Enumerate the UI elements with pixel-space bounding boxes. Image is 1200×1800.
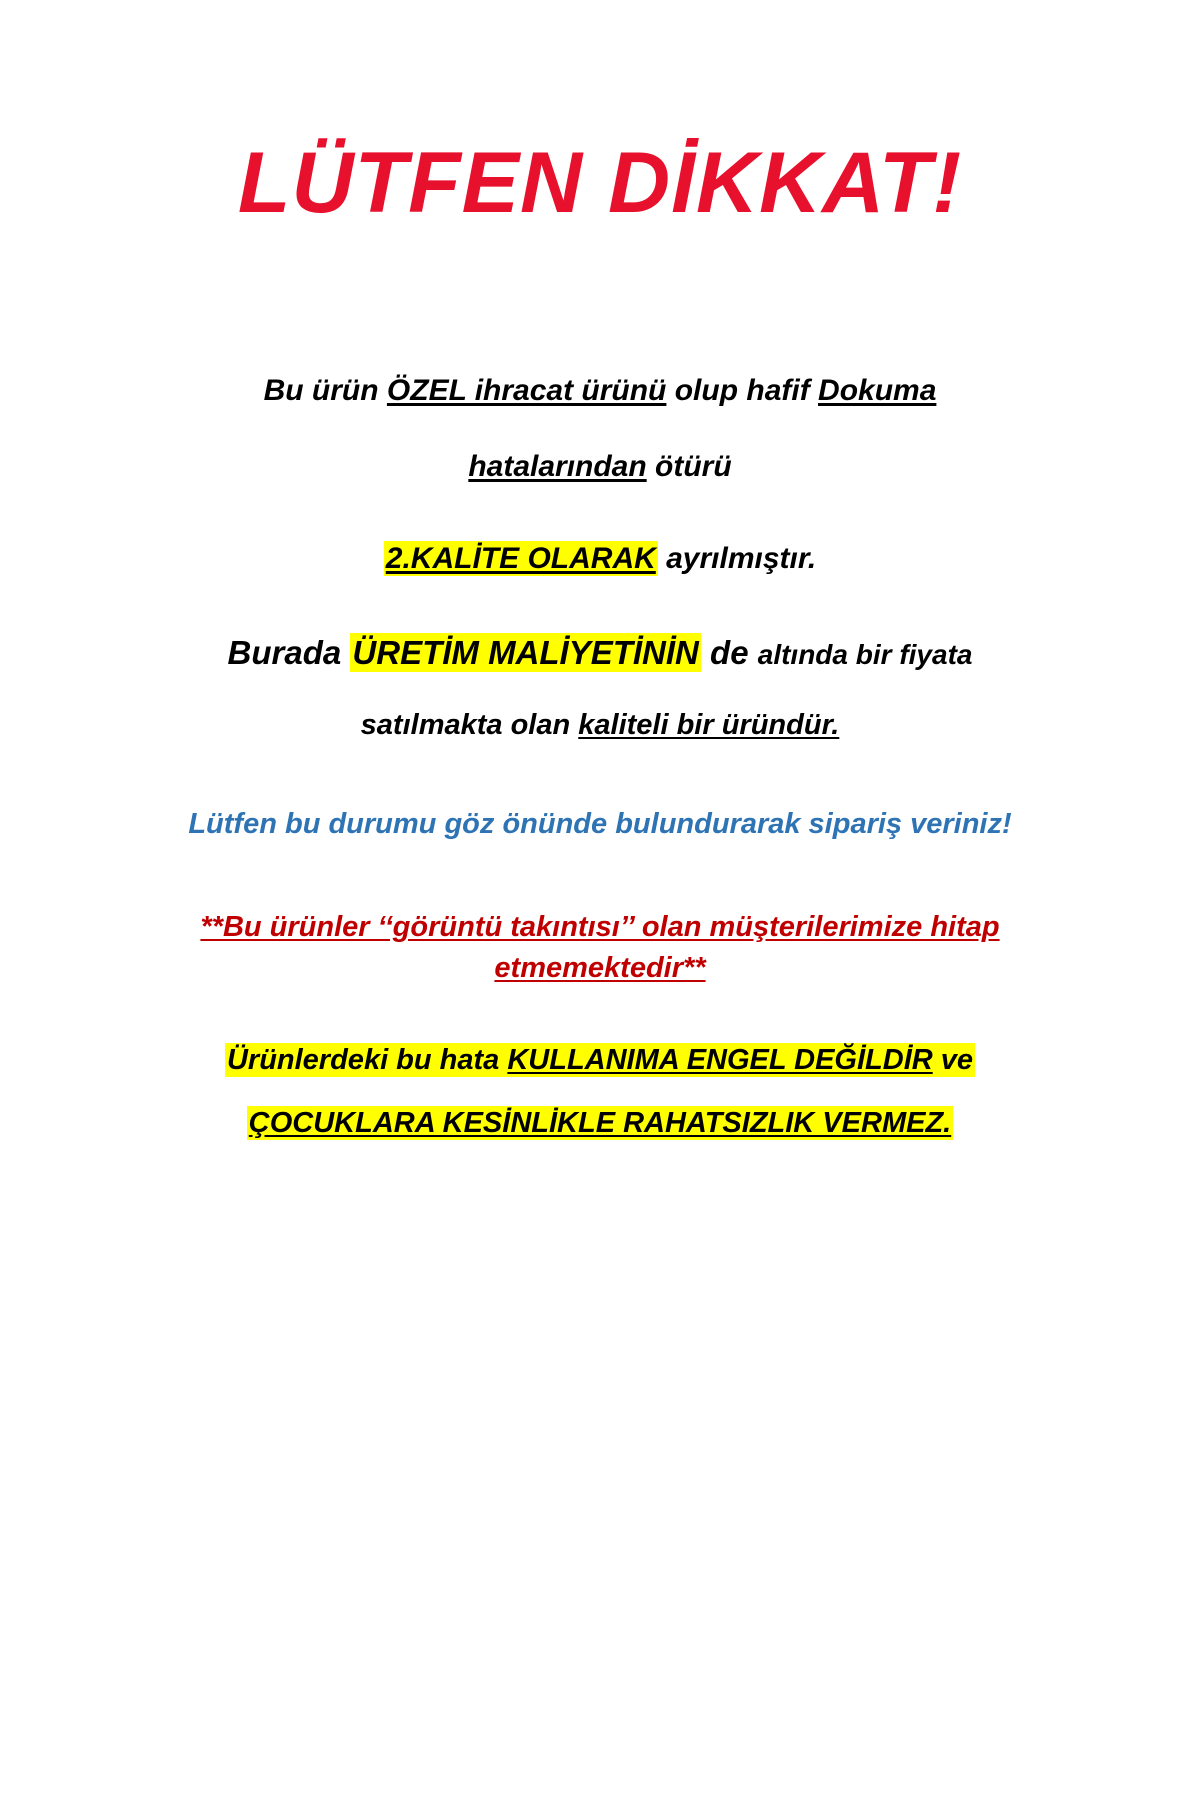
p3-underline-kaliteli: kaliteli bir üründür. [578, 709, 840, 742]
paragraph-order-note: Lütfen bu durumu göz önünde bulundurarak sipariş veriniz! [188, 808, 1012, 841]
p3-text-b: de [700, 634, 758, 672]
p1-underline-dokuma: Dokuma [818, 374, 937, 408]
page-title: LÜTFEN DİKKAT! [237, 135, 963, 231]
p2-highlight-kalite: 2.KALİTE OLARAK [385, 542, 656, 576]
p3-line2 [95, 711, 1105, 740]
p6-underline-cocuklara: ÇOCUKLARA KESİNLİKLE RAHATSIZLIK VERMEZ. [248, 1106, 952, 1139]
p1-underline-ozel: ÖZEL ihracat ürünü [386, 374, 667, 408]
p6-text-b: ve [932, 1043, 974, 1076]
p3-text-a: Burada [227, 634, 351, 672]
p1-text-c: ötürü [646, 450, 732, 484]
paragraph-warning-note [95, 907, 1105, 989]
p1-line2 [95, 452, 1105, 482]
p3-text-d: satılmakta olan [360, 709, 579, 742]
paragraph-quality-grade [95, 542, 1105, 576]
p5-line2: etmemektedir** [494, 952, 706, 985]
p6-underline-kullanima: KULLANIMA ENGEL DEĞİLDİR [507, 1043, 933, 1076]
p2-text-rest: ayrılmıştır. [657, 542, 817, 576]
p1-underline-hatalarindan: hatalarından [468, 450, 647, 484]
p3-text-c: altında bir fiyata [757, 639, 973, 671]
p1-text-a: Bu ürün [263, 374, 387, 408]
paragraph-price-info [95, 636, 1105, 740]
paragraph-product-info [95, 376, 1105, 482]
p6-text-a: Ürünlerdeki bu hata [226, 1043, 508, 1076]
paragraph-usage-note [95, 1043, 1105, 1139]
p3-highlight-maliyet: ÜRETİM MALİYETİNİN [352, 634, 699, 672]
p6-line2 [95, 1106, 1105, 1139]
p1-text-b: olup hafif [666, 374, 819, 408]
p5-line1: **Bu ürünler ‘‘görüntü takıntısı’’ olan müşterilerimize hitap [200, 911, 1000, 944]
